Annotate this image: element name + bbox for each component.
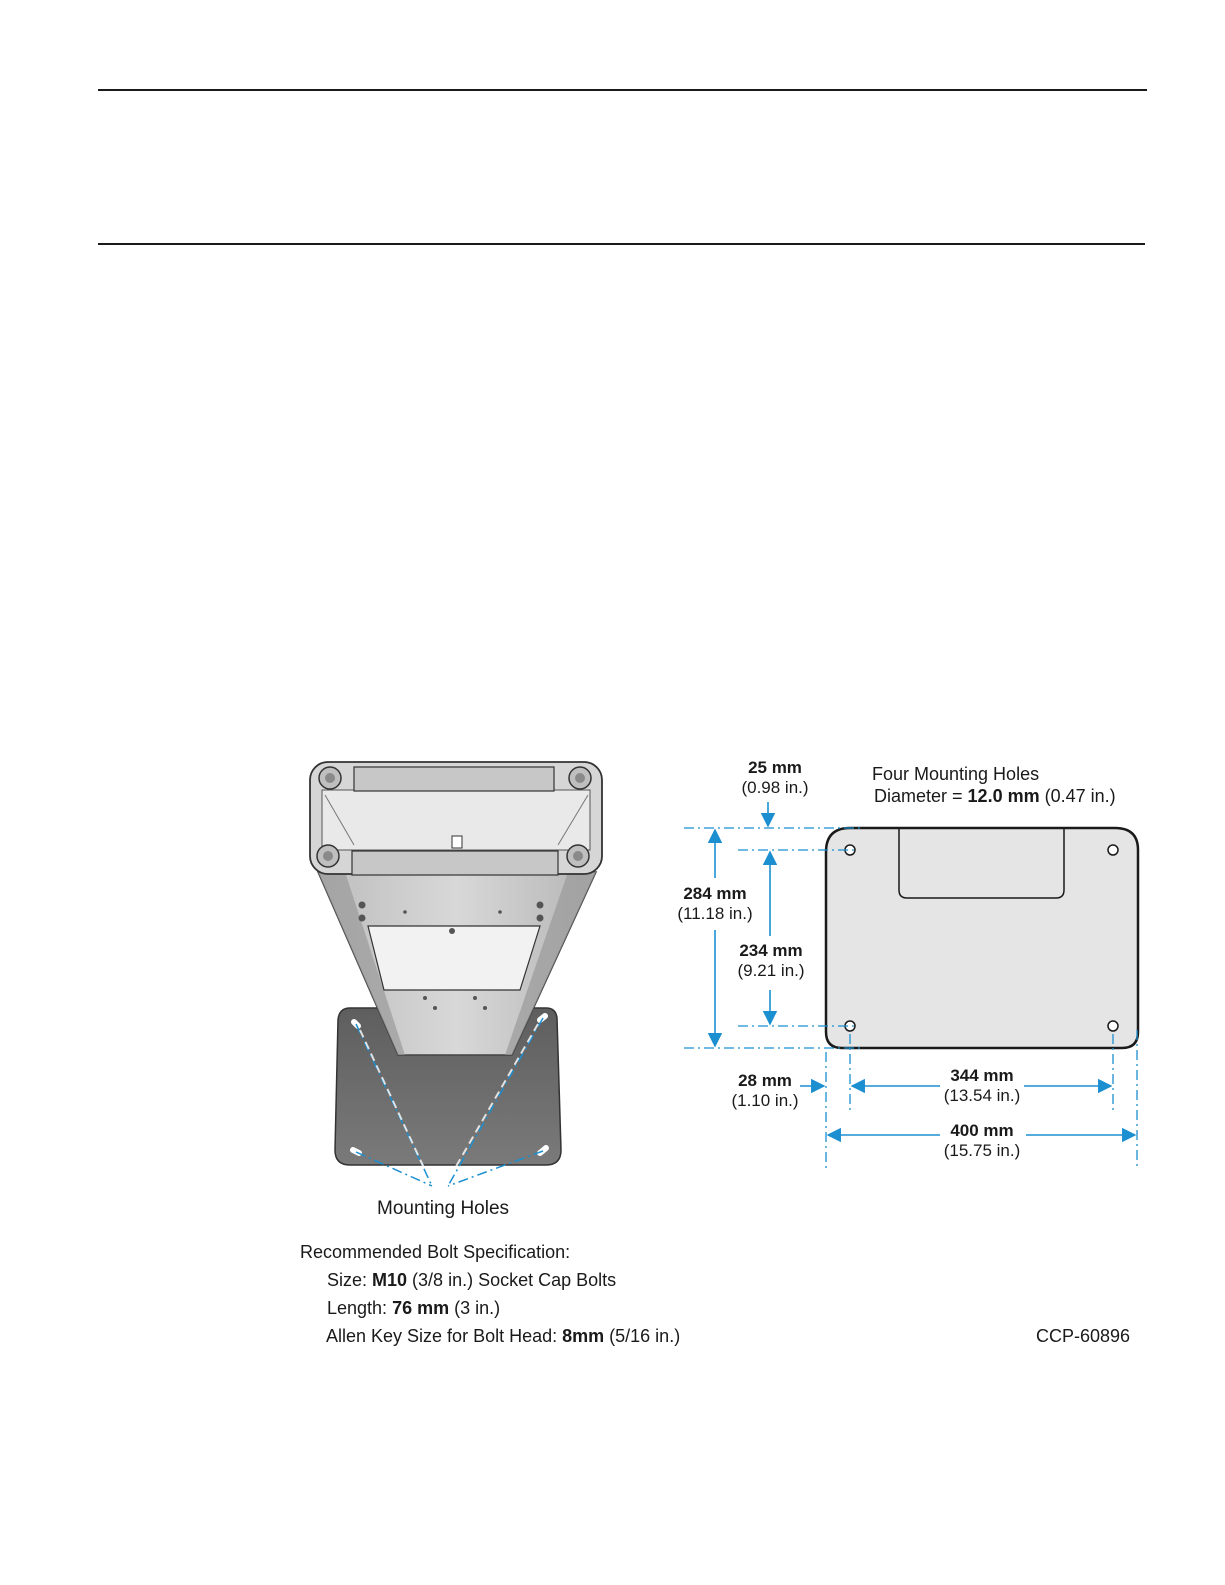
bolt-size-rest: (3/8 in.) Socket Cap Bolts	[407, 1270, 617, 1290]
dim-overall-width	[936, 1121, 1028, 1161]
dim-hole-width	[936, 1066, 1028, 1106]
dim-overall-width-mm: 400 mm	[950, 1121, 1014, 1140]
dim-hole-depth-mm: 234 mm	[739, 941, 803, 960]
holes-diameter-suffix: (0.47 in.)	[1039, 786, 1116, 806]
dim-side-offset	[720, 1071, 810, 1111]
bolt-length-label: Length:	[327, 1298, 393, 1318]
dim-overall-depth-mm: 284 mm	[683, 884, 747, 903]
holes-diameter-prefix: Diameter =	[874, 786, 968, 806]
holes-diameter	[874, 786, 1116, 806]
bolt-length-rest: (3 in.)	[449, 1298, 501, 1318]
bolt-spec-heading: Recommended Bolt Specification:	[300, 1242, 571, 1262]
dim-hole-width-in: (13.54 in.)	[943, 1086, 1021, 1105]
bolt-size-value: M10	[372, 1270, 408, 1290]
pedestal-illustration	[310, 762, 602, 1186]
dim-side-offset-mm: 28 mm	[738, 1071, 792, 1090]
dim-overall-depth	[664, 884, 766, 924]
bolt-length-value: 76 mm	[392, 1298, 450, 1318]
bolt-spec-allen	[326, 1323, 680, 1350]
plate-dimension-drawing	[684, 802, 1138, 1168]
dim-hole-depth	[725, 941, 817, 981]
bolt-spec-size	[327, 1267, 616, 1294]
dim-top-offset-in: (0.98 in.)	[741, 778, 809, 797]
pedestal-callout-label: Mounting Holes	[377, 1198, 510, 1219]
dim-top-offset	[730, 758, 820, 798]
bolt-allen-value: 8mm	[562, 1326, 605, 1346]
dim-hole-width-mm: 344 mm	[950, 1066, 1014, 1085]
figure-id: CCP-60896	[1036, 1326, 1131, 1346]
bolt-allen-rest: (5/16 in.)	[604, 1326, 681, 1346]
holes-diameter-value: 12.0 mm	[967, 786, 1040, 806]
bolt-size-label: Size:	[327, 1270, 373, 1290]
dim-overall-depth-in: (11.18 in.)	[677, 904, 753, 923]
holes-title: Four Mounting Holes	[872, 764, 1040, 784]
dim-overall-width-in: (15.75 in.)	[943, 1141, 1021, 1160]
bolt-spec-length	[327, 1295, 500, 1322]
dim-top-offset-mm: 25 mm	[748, 758, 802, 777]
dim-side-offset-in: (1.10 in.)	[731, 1091, 799, 1110]
plate-outline	[826, 828, 1138, 1048]
pedestal-access-panel	[368, 926, 540, 990]
bolt-allen-label: Allen Key Size for Bolt Head:	[326, 1326, 563, 1346]
hole-bottom-right	[1108, 1021, 1118, 1031]
dim-hole-depth-in: (9.21 in.)	[737, 961, 805, 980]
hole-top-right	[1108, 845, 1118, 855]
